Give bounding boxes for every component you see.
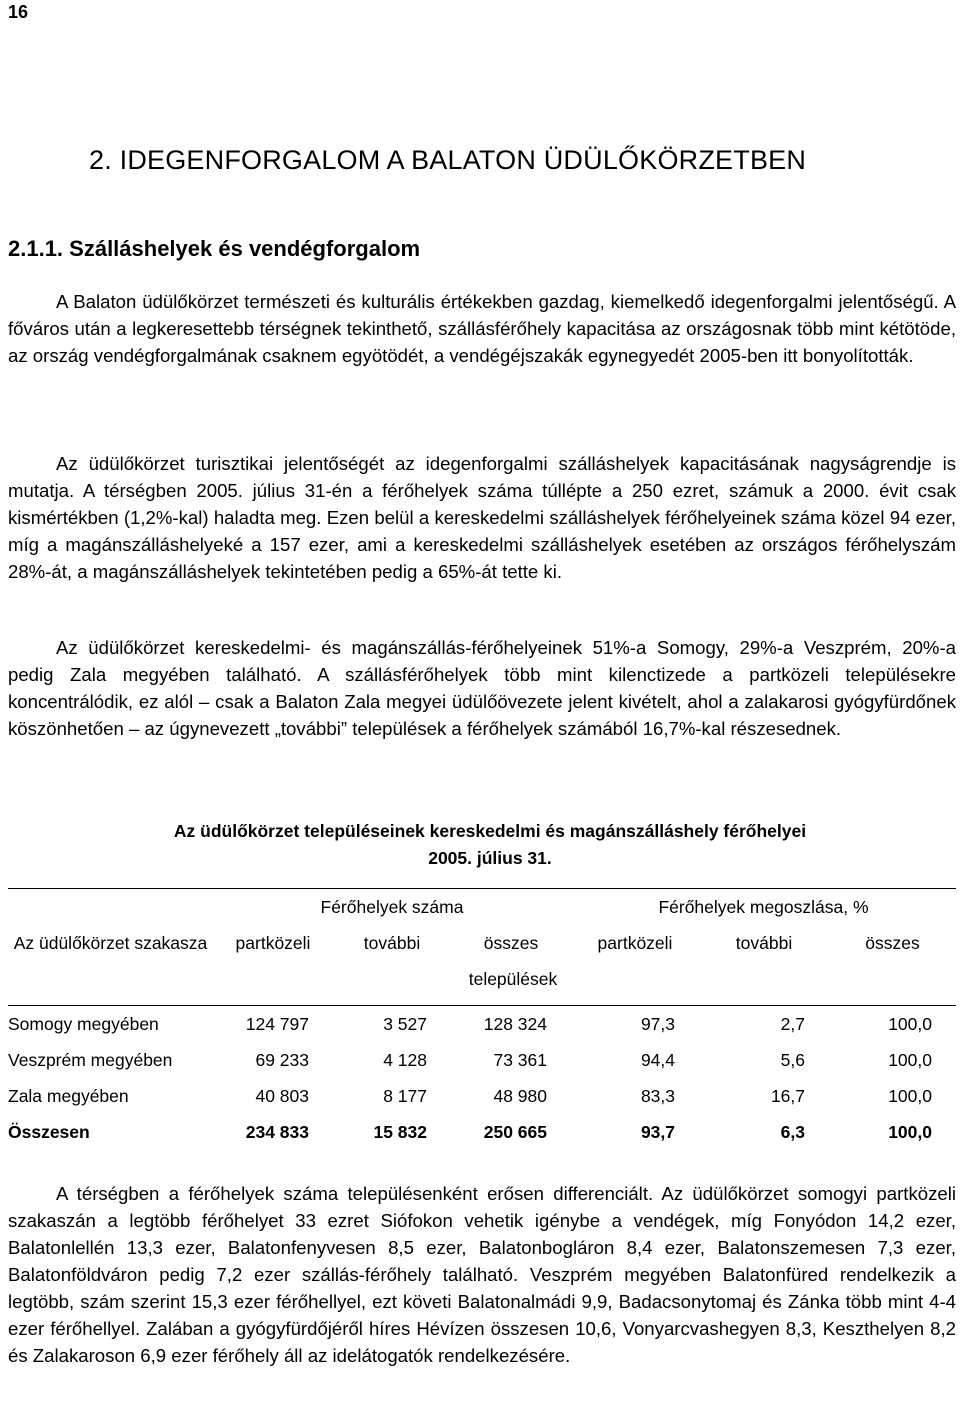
cell-value: 2,7 — [780, 1013, 805, 1034]
row-region: Zala megyében — [8, 1085, 129, 1106]
header-tovabbi-pct: további — [735, 932, 793, 953]
paragraph-intro — [8, 288, 956, 369]
cell-value: 124 797 — [245, 1013, 309, 1034]
cell-value: 250 665 — [483, 1121, 547, 1142]
table-row — [8, 1006, 956, 1043]
section-title: 2.1.1. Szálláshelyek és vendégforgalom — [8, 236, 421, 261]
cell-value: 128 324 — [483, 1013, 547, 1034]
cell-value: 8 177 — [383, 1085, 427, 1106]
cell-value: 234 833 — [245, 1121, 309, 1142]
cell-value: 15 832 — [373, 1121, 427, 1142]
table-title-line1: Az üdülőkörzet településeinek kereskedelmi és magánszálláshely férőhelyei — [173, 821, 807, 841]
page-number: 16 — [8, 2, 29, 22]
accommodation-table — [8, 888, 956, 1150]
header-partkozeli-pct: partközeli — [597, 932, 673, 953]
cell-value: 16,7 — [770, 1085, 805, 1106]
header-group-share: Férőhelyek megoszlása, % — [571, 889, 956, 926]
table-total-row — [8, 1114, 956, 1150]
header-partkozeli: partközeli — [235, 932, 311, 953]
header-osszes: összes — [483, 932, 539, 953]
paragraph-capacity — [8, 450, 956, 585]
row-region: Veszprém megyében — [8, 1049, 173, 1070]
table-header-row — [8, 889, 956, 926]
header-telepulesek — [213, 961, 956, 997]
table-title-line2: 2005. július 31. — [428, 848, 552, 868]
cell-value: 100,0 — [888, 1121, 932, 1142]
table-row — [8, 1042, 956, 1078]
cell-value: 100,0 — [888, 1049, 932, 1070]
paragraph-text: A Balaton üdülőkörzet természeti és kulturális értékekben gazdag, kiemelkedő idegenforgalmi jelentőségű. A főváros után a legkeresettebb térségnek tekinthető, szállásférőhely kapacitása az országosnak több mint kétötöde, az ország vendégforgalmának csaknem egyötödét, a vendégéjszakák egynegyedét 2005-ben itt bonyolították. — [8, 291, 956, 366]
cell-value: 94,4 — [640, 1049, 675, 1070]
header-telepulesek-text: települések — [468, 968, 558, 989]
cell-value: 6,3 — [780, 1121, 805, 1142]
header-group-count: Férőhelyek száma — [213, 889, 571, 926]
table-title — [100, 818, 880, 872]
header-osszes-pct: összes — [865, 932, 920, 953]
cell-value: 83,3 — [640, 1085, 675, 1106]
cell-value: 4 128 — [383, 1049, 427, 1070]
cell-value: 40 803 — [255, 1085, 309, 1106]
header-tovabbi: további — [363, 932, 421, 953]
row-region: Somogy megyében — [8, 1013, 159, 1034]
paragraph-distribution — [8, 634, 956, 742]
row-region: Összesen — [8, 1121, 90, 1142]
cell-value: 5,6 — [780, 1049, 805, 1070]
cell-value: 69 233 — [255, 1049, 309, 1070]
paragraph-text: Az üdülőkörzet kereskedelmi- és magánszállás-férőhelyeinek 51%-a Somogy, 29%-a Veszprém, 20%-a pedig Zala megyében található. A szállásférőhelyek több mint kilenctizede a partközeli településekre koncentrálódik, ez alól – csak a Balaton Zala megyei üdülőövezete jelent kivételt, ahol a zalakarosi gyógyfürdőnek köszönhetően – az úgynevezett „további” települések a férőhelyek számából 16,7%-kal részesednek. — [8, 637, 956, 739]
paragraph-text: A térségben a férőhelyek száma településenként erősen differenciált. Az üdülőkörzet somogyi partközeli szakaszán a legtöbb férőhelyet 33 ezret Siófokon vehetik igénybe a vendégek, míg Fonyódon 14,2 ezer, Balatonlellén 13,3 ezer, Balatonfenyvesen 8,5 ezer, Balatonbogláron 8,4 ezer, Balatonszemesen 7,3 ezer, Balatonföldváron pedig 7,2 ezer szállás-férőhely található. Veszprém megyében Balatonfüred rendelkezik a legtöbb, szám szerint 15,3 ezer férőhellyel, ezt követi Balatonalmádi 9,9, Badacsonytomaj és Zánka több mint 4-4 ezer férőhellyel. Zalában a gyógyfürdőjéről híres Hévízen összesen 10,6, Vonyarcvashegyen 8,3, Keszthelyen 8,2 és Zalakaroson 6,9 ezer férőhely áll az idelátogatók rendelkezésére. — [8, 1183, 956, 1366]
paragraph-settlements — [8, 1180, 956, 1369]
header-region: Az üdülőkörzet szakasza — [8, 889, 213, 998]
cell-value: 100,0 — [888, 1013, 932, 1034]
cell-value: 100,0 — [888, 1085, 932, 1106]
cell-value: 93,7 — [640, 1121, 675, 1142]
cell-value: 48 980 — [493, 1085, 547, 1106]
table-row — [8, 1078, 956, 1114]
table-header-separator — [8, 997, 956, 1006]
cell-value: 73 361 — [493, 1049, 547, 1070]
cell-value: 97,3 — [640, 1013, 675, 1034]
chapter-title: 2. IDEGENFORGALOM A BALATON ÜDÜLŐKÖRZETBEN — [89, 145, 807, 175]
paragraph-text: Az üdülőkörzet turisztikai jelentőségét az idegenforgalmi szálláshelyek kapacitásának nagyságrendje is mutatja. A térségben 2005. július 31-én a férőhelyek száma túllépte a 250 ezret, számuk a 2000. évit csak kismértékben (1,2%-kal) haladta meg. Ezen belül a kereskedelmi szálláshelyek férőhelyeinek száma közel 94 ezer, míg a magánszálláshelyeké a 157 ezer, ami a kereskedelmi szálláshelyek esetében az országos férőhelyszám 28%-át, a magánszálláshelyek tekintetében pedig a 65%-át tette ki. — [8, 453, 956, 582]
cell-value: 3 527 — [383, 1013, 427, 1034]
